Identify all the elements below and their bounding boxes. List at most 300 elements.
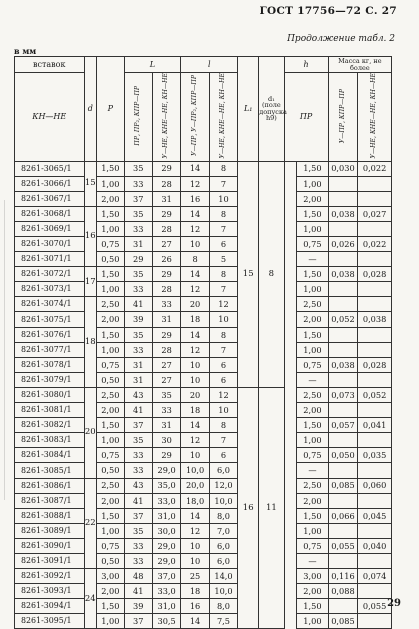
table-row — [15, 463, 392, 478]
l-cell-pr: 35 — [124, 327, 152, 342]
insert-code-cell: 8261-3081/1 — [15, 403, 85, 418]
mass-cell-pr — [328, 221, 357, 236]
pr-cell: 1,50 — [297, 418, 329, 433]
mass-cell-pr: 0,050 — [328, 448, 357, 463]
h-spacer-cell — [284, 387, 297, 402]
h-spacer-cell — [284, 433, 297, 448]
col-mass-sub1: У—ПР, КПР—ПР — [338, 88, 346, 143]
small-l-cell-ne: 7 — [209, 176, 237, 191]
mass-cell-pr — [328, 176, 357, 191]
col-mass-header: Масса кг, не более — [328, 57, 391, 73]
table-row — [15, 569, 392, 584]
col-l-header: L — [124, 57, 181, 73]
mass-cell-pr — [328, 372, 357, 387]
p-cell: 1,00 — [97, 282, 124, 297]
table-row — [15, 387, 392, 402]
h-spacer-cell — [284, 267, 297, 282]
small-l-cell-ne: 12,0 — [209, 478, 237, 493]
l-cell-ne: 37,0 — [152, 569, 180, 584]
l-cell-ne: 31,0 — [152, 599, 180, 614]
d-cell: 15 — [84, 161, 97, 206]
small-l-cell-pr: 14 — [181, 161, 209, 176]
d-cell: 17 — [84, 267, 97, 297]
small-l-cell-pr: 10 — [181, 553, 209, 568]
l-cell-ne: 33,0 — [152, 584, 180, 599]
insert-code-cell: 8261-3068/1 — [15, 206, 85, 221]
small-l-cell-pr: 10 — [181, 372, 209, 387]
col-mass-sub2: У—НЕ, КНЕ—НЕ, КН—НЕ — [370, 73, 378, 159]
table-row — [15, 508, 392, 523]
l-cell-pr: 41 — [124, 403, 152, 418]
pr-cell: 0,75 — [297, 538, 329, 553]
l-cell-pr: 33 — [124, 448, 152, 463]
h-spacer-cell — [284, 614, 297, 629]
table-row — [15, 342, 392, 357]
d-cell: 24 — [84, 569, 97, 629]
small-l-cell-ne: 8 — [209, 161, 237, 176]
l-cell-ne: 33,0 — [152, 493, 180, 508]
table-row — [15, 357, 392, 372]
table-row — [15, 538, 392, 553]
l-cell-ne: 33 — [152, 403, 180, 418]
mass-cell-pr: 0,088 — [328, 584, 357, 599]
pr-cell: 2,50 — [297, 297, 329, 312]
pr-cell: 0,75 — [297, 448, 329, 463]
unit-label: в мм — [14, 46, 37, 56]
small-l-cell-pr: 18 — [181, 584, 209, 599]
p-cell: 2,00 — [97, 493, 124, 508]
mass-cell-pr: 0,055 — [328, 538, 357, 553]
small-l-cell-ne: 10 — [209, 312, 237, 327]
pr-cell: 2,00 — [297, 403, 329, 418]
small-l-cell-ne: 6,0 — [209, 538, 237, 553]
col-l-sub2: У—НЕ, КНЕ—НЕ, КН—НЕ — [162, 73, 170, 159]
p-cell: 1,00 — [97, 614, 124, 629]
small-l-cell-pr: 10 — [181, 357, 209, 372]
col-small-l-sub2: У—НЕ, КНЕ—НЕ, КН—НЕ — [219, 73, 227, 159]
pr-cell: — — [297, 463, 329, 478]
p-cell: 1,50 — [97, 508, 124, 523]
p-cell: 2,00 — [97, 584, 124, 599]
p-cell: 2,00 — [97, 191, 124, 206]
pr-cell: — — [297, 553, 329, 568]
mass-cell-ne — [358, 252, 392, 267]
mass-cell-ne: 0,022 — [358, 161, 392, 176]
p-cell: 0,75 — [97, 357, 124, 372]
small-l-cell-ne: 7,5 — [209, 614, 237, 629]
insert-code-cell: 8261-3089/1 — [15, 523, 85, 538]
small-l-cell-pr: 12 — [181, 433, 209, 448]
small-l-cell-pr: 10 — [181, 237, 209, 252]
p-cell: 0,50 — [97, 463, 124, 478]
table-row — [15, 252, 392, 267]
d-cell: 22 — [84, 478, 97, 569]
insert-code-cell: 8261-3071/1 — [15, 252, 85, 267]
col-d-header: d — [84, 57, 97, 162]
insert-code-cell: 8261-3082/1 — [15, 418, 85, 433]
l-cell-pr: 31 — [124, 372, 152, 387]
l-cell-pr: 37 — [124, 191, 152, 206]
mass-cell-pr — [328, 599, 357, 614]
small-l-cell-pr: 12 — [181, 282, 209, 297]
small-l-cell-ne: 7,0 — [209, 523, 237, 538]
small-l-cell-pr: 10 — [181, 448, 209, 463]
table-row — [15, 614, 392, 629]
mass-cell-ne: 0,027 — [358, 206, 392, 221]
p-cell: 1,50 — [97, 418, 124, 433]
small-l-cell-ne: 7 — [209, 221, 237, 236]
p-cell: 3,00 — [97, 569, 124, 584]
mass-cell-ne — [358, 523, 392, 538]
small-l-cell-pr: 18 — [181, 312, 209, 327]
l-cell-pr: 33 — [124, 342, 152, 357]
pr-cell: 1,00 — [297, 433, 329, 448]
insert-code-cell: 8261-3073/1 — [15, 282, 85, 297]
insert-code-cell: 8261-3070/1 — [15, 237, 85, 252]
mass-cell-ne — [358, 584, 392, 599]
table-row — [15, 433, 392, 448]
p-cell: 1,50 — [97, 599, 124, 614]
insert-code-cell: 8261-3085/1 — [15, 463, 85, 478]
mass-cell-pr: 0,026 — [328, 237, 357, 252]
l-cell-ne: 28 — [152, 282, 180, 297]
l-cell-ne: 29,0 — [152, 553, 180, 568]
l-cell-pr: 33 — [124, 553, 152, 568]
h-spacer-cell — [284, 357, 297, 372]
l-cell-pr: 35 — [124, 523, 152, 538]
small-l-cell-ne: 12 — [209, 387, 237, 402]
small-l-cell-pr: 25 — [181, 569, 209, 584]
small-l-cell-ne: 6 — [209, 372, 237, 387]
h-spacer-cell — [284, 297, 297, 312]
mass-cell-pr: 0,057 — [328, 418, 357, 433]
insert-code-cell: 8261-3088/1 — [15, 508, 85, 523]
l-cell-ne: 29 — [152, 161, 180, 176]
pr-cell: 1,50 — [297, 327, 329, 342]
insert-code-cell: 8261-3066/1 — [15, 176, 85, 191]
mass-cell-ne: 0,022 — [358, 237, 392, 252]
insert-code-cell: 8261-3083/1 — [15, 433, 85, 448]
small-l-cell-ne: 6,0 — [209, 463, 237, 478]
small-l-cell-ne: 8 — [209, 267, 237, 282]
mass-cell-pr — [328, 493, 357, 508]
mass-cell-pr — [328, 463, 357, 478]
mass-cell-ne: 0,052 — [358, 387, 392, 402]
small-l-cell-ne: 8,0 — [209, 599, 237, 614]
mass-cell-ne: 0,028 — [358, 267, 392, 282]
insert-code-cell: 8261-3084/1 — [15, 448, 85, 463]
l-cell-ne: 30,5 — [152, 614, 180, 629]
insert-code-cell: 8261-3069/1 — [15, 221, 85, 236]
mass-cell-pr: 0,066 — [328, 508, 357, 523]
h-spacer-cell — [284, 327, 297, 342]
p-cell: 1,50 — [97, 206, 124, 221]
h-spacer-cell — [284, 312, 297, 327]
l-cell-ne: 28 — [152, 221, 180, 236]
small-l-cell-pr: 14 — [181, 327, 209, 342]
pr-cell: 1,00 — [297, 282, 329, 297]
l-cell-pr: 33 — [124, 538, 152, 553]
small-l-cell-pr: 14 — [181, 614, 209, 629]
small-l-cell-ne: 8,0 — [209, 508, 237, 523]
p-cell: 0,50 — [97, 553, 124, 568]
mass-cell-ne: 0,041 — [358, 418, 392, 433]
insert-code-cell: 8261-3091/1 — [15, 553, 85, 568]
pr-cell: 0,75 — [297, 237, 329, 252]
table-row — [15, 448, 392, 463]
l-cell-pr: 35 — [124, 206, 152, 221]
col-pr-header: ПР — [284, 73, 328, 162]
col-l-sub1: ПР, ПР₂, КПР—ПР — [133, 85, 141, 146]
pr-cell: 1,50 — [297, 206, 329, 221]
d-cell: 16 — [84, 206, 97, 266]
small-l-cell-pr: 12 — [181, 221, 209, 236]
mass-cell-pr — [328, 327, 357, 342]
l-cell-ne: 35,0 — [152, 478, 180, 493]
insert-code-cell: 8261-3078/1 — [15, 357, 85, 372]
small-l-cell-pr: 10,0 — [181, 463, 209, 478]
l-cell-ne: 31 — [152, 312, 180, 327]
col-small-l-header: l — [181, 57, 238, 73]
l-cell-pr: 37 — [124, 418, 152, 433]
l-cell-ne: 29 — [152, 267, 180, 282]
table-body — [15, 161, 392, 629]
small-l-cell-pr: 16 — [181, 599, 209, 614]
l-cell-pr: 43 — [124, 478, 152, 493]
insert-code-cell: 8261-3080/1 — [15, 387, 85, 402]
p-cell: 1,00 — [97, 433, 124, 448]
small-l-cell-pr: 14 — [181, 418, 209, 433]
pr-cell: — — [297, 252, 329, 267]
small-l-cell-ne: 8 — [209, 418, 237, 433]
small-l-cell-ne: 6 — [209, 237, 237, 252]
h-spacer-cell — [284, 569, 297, 584]
mass-cell-pr: 0,038 — [328, 357, 357, 372]
h-spacer-cell — [284, 252, 297, 267]
l-cell-pr: 33 — [124, 463, 152, 478]
small-l-cell-pr: 20,0 — [181, 478, 209, 493]
p-cell: 1,00 — [97, 176, 124, 191]
table-row — [15, 237, 392, 252]
l-cell-ne: 27 — [152, 237, 180, 252]
h-spacer-cell — [284, 237, 297, 252]
table-row — [15, 553, 392, 568]
h-spacer-cell — [284, 599, 297, 614]
mass-cell-pr — [328, 523, 357, 538]
mass-cell-ne — [358, 221, 392, 236]
table-row — [15, 478, 392, 493]
table-row — [15, 267, 392, 282]
h-spacer-cell — [284, 478, 297, 493]
small-l-cell-ne: 8 — [209, 327, 237, 342]
table-row — [15, 221, 392, 236]
small-l-cell-ne: 8 — [209, 206, 237, 221]
p-cell: 2,00 — [97, 312, 124, 327]
small-l-cell-ne: 7 — [209, 282, 237, 297]
h-spacer-cell — [284, 523, 297, 538]
pr-cell: 0,75 — [297, 357, 329, 372]
l-cell-pr: 35 — [124, 267, 152, 282]
l-cell-ne: 29 — [152, 327, 180, 342]
col-h-header: h — [284, 57, 328, 73]
mass-cell-ne — [358, 282, 392, 297]
small-l-cell-pr: 12 — [181, 523, 209, 538]
small-l-cell-pr: 20 — [181, 387, 209, 402]
d-cell: 18 — [84, 297, 97, 388]
page-header: ГОСТ 17756—72 С. 27 — [259, 5, 397, 17]
small-l-cell-pr: 12 — [181, 176, 209, 191]
small-l-cell-pr: 14 — [181, 206, 209, 221]
l-cell-pr: 29 — [124, 252, 152, 267]
insert-code-cell: 8261-3090/1 — [15, 538, 85, 553]
mass-cell-pr: 0,073 — [328, 387, 357, 402]
l1-cell: 15 — [238, 161, 259, 387]
mass-cell-ne — [358, 403, 392, 418]
mass-cell-ne: 0,038 — [358, 312, 392, 327]
h-spacer-cell — [284, 493, 297, 508]
pr-cell: 1,50 — [297, 267, 329, 282]
insert-code-cell: 8261-3074/1 — [15, 297, 85, 312]
col-insert-sub-header: КН—НЕ — [15, 73, 85, 162]
h-spacer-cell — [284, 463, 297, 478]
l-cell-pr: 43 — [124, 387, 152, 402]
table-row — [15, 599, 392, 614]
l-cell-ne: 27 — [152, 372, 180, 387]
mass-cell-pr — [328, 282, 357, 297]
table-row — [15, 176, 392, 191]
l-cell-ne: 29 — [152, 448, 180, 463]
insert-code-cell: 8261-3079/1 — [15, 372, 85, 387]
p-cell: 1,50 — [97, 161, 124, 176]
d1-cell: 8 — [259, 161, 284, 387]
p-cell: 1,00 — [97, 523, 124, 538]
pr-cell: 1,00 — [297, 221, 329, 236]
pr-cell: 1,00 — [297, 176, 329, 191]
mass-cell-pr: 0,038 — [328, 206, 357, 221]
col-small-l-sub1: У—ПР, У—ПР₂, КПР—ПР — [190, 75, 198, 157]
mass-cell-pr — [328, 403, 357, 418]
table-row — [15, 372, 392, 387]
dimensions-table — [14, 56, 392, 629]
p-cell: 2,50 — [97, 387, 124, 402]
p-cell: 1,00 — [97, 342, 124, 357]
insert-code-cell: 8261-3095/1 — [15, 614, 85, 629]
mass-cell-pr: 0,030 — [328, 161, 357, 176]
l-cell-pr: 31 — [124, 237, 152, 252]
h-spacer-cell — [284, 553, 297, 568]
l-cell-ne: 30,0 — [152, 523, 180, 538]
mass-cell-ne — [358, 553, 392, 568]
pr-cell: 1,50 — [297, 599, 329, 614]
h-spacer-cell — [284, 584, 297, 599]
pr-cell: — — [297, 372, 329, 387]
table-row — [15, 206, 392, 221]
mass-cell-ne — [358, 191, 392, 206]
table-row — [15, 191, 392, 206]
pr-cell: 1,50 — [297, 161, 329, 176]
insert-code-cell: 8261-3077/1 — [15, 342, 85, 357]
p-cell: 0,75 — [97, 237, 124, 252]
h-spacer-cell — [284, 282, 297, 297]
small-l-cell-pr: 20 — [181, 297, 209, 312]
mass-cell-pr — [328, 191, 357, 206]
insert-code-cell: 8261-3072/1 — [15, 267, 85, 282]
h-spacer-cell — [284, 403, 297, 418]
l-cell-ne: 26 — [152, 252, 180, 267]
small-l-cell-ne: 6 — [209, 357, 237, 372]
h-spacer-cell — [284, 448, 297, 463]
mass-cell-ne: 0,035 — [358, 448, 392, 463]
col-p-header: P — [97, 57, 124, 162]
small-l-cell-ne: 5 — [209, 252, 237, 267]
continuation-label: Продолжение табл. 2 — [287, 34, 395, 44]
l1-cell: 16 — [238, 387, 259, 629]
pr-cell: 2,50 — [297, 387, 329, 402]
table-row — [15, 161, 392, 176]
pr-cell: 2,00 — [297, 584, 329, 599]
d1-cell: 11 — [259, 387, 284, 629]
l-cell-ne: 29,0 — [152, 463, 180, 478]
l-cell-pr: 31 — [124, 357, 152, 372]
l-cell-ne: 35 — [152, 387, 180, 402]
p-cell: 2,00 — [97, 403, 124, 418]
p-cell: 1,50 — [97, 267, 124, 282]
small-l-cell-ne: 10,0 — [209, 493, 237, 508]
pr-cell: 1,00 — [297, 523, 329, 538]
pr-cell: 3,00 — [297, 569, 329, 584]
small-l-cell-pr: 14 — [181, 508, 209, 523]
p-cell: 0,75 — [97, 448, 124, 463]
table-row — [15, 403, 392, 418]
h-spacer-cell — [284, 161, 297, 176]
l-cell-pr: 35 — [124, 433, 152, 448]
l-cell-ne: 31,0 — [152, 508, 180, 523]
l-cell-pr: 33 — [124, 221, 152, 236]
h-spacer-cell — [284, 206, 297, 221]
col-d1-header: d₁ (поле допуска h9) — [259, 57, 284, 162]
pr-cell: 1,50 — [297, 508, 329, 523]
mass-cell-pr: 0,038 — [328, 267, 357, 282]
small-l-cell-pr: 14 — [181, 267, 209, 282]
mass-cell-ne — [358, 176, 392, 191]
small-l-cell-pr: 16 — [181, 191, 209, 206]
mass-cell-ne: 0,040 — [358, 538, 392, 553]
mass-cell-ne — [358, 463, 392, 478]
small-l-cell-pr: 8 — [181, 252, 209, 267]
mass-cell-pr: 0,052 — [328, 312, 357, 327]
small-l-cell-pr: 18 — [181, 403, 209, 418]
l-cell-pr: 41 — [124, 493, 152, 508]
insert-code-cell: 8261-3067/1 — [15, 191, 85, 206]
col-l1-header: L₁ — [238, 57, 259, 162]
l-cell-pr: 39 — [124, 599, 152, 614]
mass-cell-ne: 0,045 — [358, 508, 392, 523]
h-spacer-cell — [284, 372, 297, 387]
p-cell: 2,50 — [97, 297, 124, 312]
small-l-cell-pr: 10 — [181, 538, 209, 553]
p-cell: 1,00 — [97, 221, 124, 236]
d-cell: 20 — [84, 387, 97, 478]
small-l-cell-ne: 10 — [209, 403, 237, 418]
table-row — [15, 327, 392, 342]
pr-cell: 2,00 — [297, 493, 329, 508]
col-insert-header: вставок — [15, 57, 85, 73]
pr-cell: 1,00 — [297, 614, 329, 629]
mass-cell-ne — [358, 372, 392, 387]
l-cell-pr: 35 — [124, 161, 152, 176]
l-cell-pr: 33 — [124, 176, 152, 191]
mass-cell-ne: 0,055 — [358, 599, 392, 614]
